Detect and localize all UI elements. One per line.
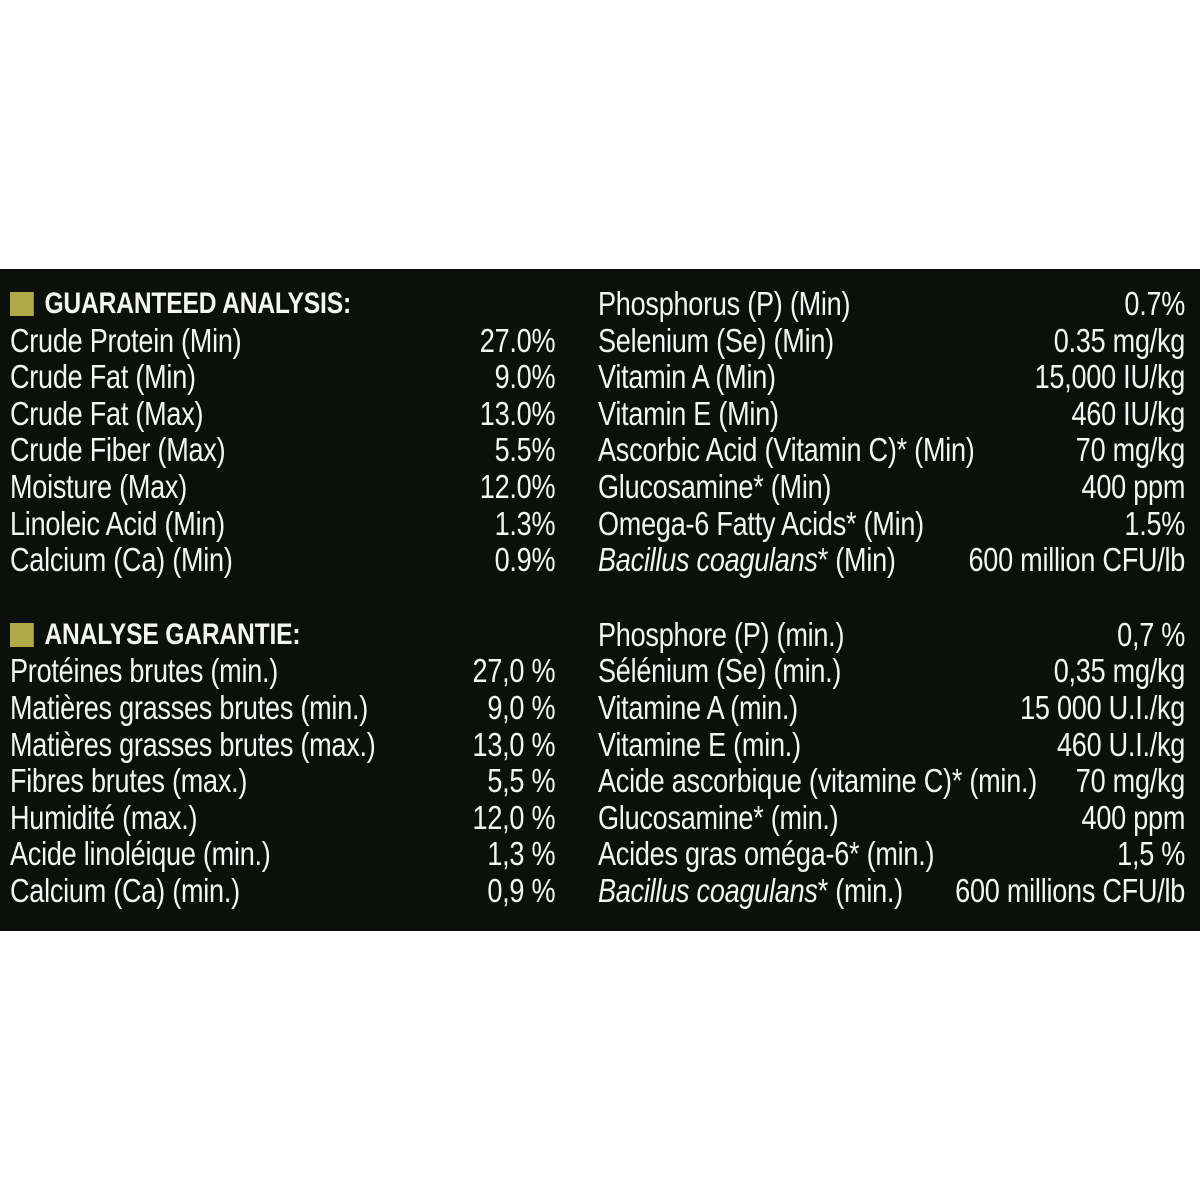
nutrient-value: 12,0 % xyxy=(472,798,556,836)
nutrient-value: 1,3 % xyxy=(487,835,556,873)
nutrient-value: 5.5% xyxy=(494,431,556,469)
nutrient-value: 13.0% xyxy=(479,394,556,432)
row-phosphore-min: Phosphore (P) (min.) 0,7 % xyxy=(598,615,1186,653)
nutrient-value: 600 million CFU/lb xyxy=(968,541,1186,579)
row-linoleic-acid-min: Linoleic Acid (Min) 1.3% xyxy=(10,504,556,542)
bullet-square-icon xyxy=(10,623,34,647)
bacillus-italic-label: Bacillus coagulans xyxy=(598,541,818,579)
row-crude-fiber-max: Crude Fiber (Max) 5.5% xyxy=(10,431,556,469)
nutrient-value: 27.0% xyxy=(479,321,556,359)
guaranteed-analysis-panel xyxy=(0,269,1200,931)
nutrient-value: 27,0 % xyxy=(472,652,556,690)
row-proteines-brutes-min: Protéines brutes (min.) 27,0 % xyxy=(10,652,556,690)
row-moisture-max: Moisture (Max) 12.0% xyxy=(10,467,556,505)
row-crude-fat-min: Crude Fat (Min) 9.0% xyxy=(10,358,556,396)
row-vitamine-e-min: Vitamine E (min.) 460 U.I./kg xyxy=(598,725,1186,763)
row-matieres-grasses-min: Matières grasses brutes (min.) 9,0 % xyxy=(10,688,556,726)
nutrient-value: 70 mg/kg xyxy=(1075,762,1186,800)
section-analyse-garantie xyxy=(10,617,1200,910)
nutrient-value: 9.0% xyxy=(494,358,556,396)
bacillus-italic-label: Bacillus coagulans xyxy=(598,871,818,909)
nutrient-value: 460 IU/kg xyxy=(1071,394,1186,432)
fr-left-column xyxy=(10,617,555,910)
nutrient-value: 1.5% xyxy=(1124,504,1186,542)
nutrient-value: 13,0 % xyxy=(472,725,556,763)
row-matieres-grasses-max: Matières grasses brutes (max.) 13,0 % xyxy=(10,725,556,763)
nutrient-value: 0.9% xyxy=(494,541,556,579)
nutrient-value: 400 ppm xyxy=(1081,798,1186,836)
fr-right-column xyxy=(598,617,1185,910)
row-acides-gras-omega6-min: Acides gras oméga-6* (min.) 1,5 % xyxy=(598,835,1186,873)
fr-section-title: ANALYSE GARANTIE: xyxy=(44,617,301,651)
row-humidite-max: Humidité (max.) 12,0 % xyxy=(10,798,556,836)
en-section-header xyxy=(10,286,555,323)
en-right-column xyxy=(598,286,1185,579)
row-glucosamine-fr-min: Glucosamine* (min.) 400 ppm xyxy=(598,798,1186,836)
section-guaranteed-analysis xyxy=(10,286,1200,579)
row-selenium-min: Selenium (Se) (Min) 0.35 mg/kg xyxy=(598,321,1186,359)
row-vitamine-a-min: Vitamine A (min.) 15 000 U.I./kg xyxy=(598,688,1186,726)
row-bacillus-coagulans-min: Bacillus coagulans* (Min) 600 million CFU/lb xyxy=(598,541,1186,579)
nutrient-value: 0.35 mg/kg xyxy=(1053,321,1186,359)
nutrient-value: 1,5 % xyxy=(1117,835,1186,873)
bullet-square-icon xyxy=(10,292,34,316)
row-bacillus-coagulans-fr-min: Bacillus coagulans* (min.) 600 millions CFU/lb xyxy=(598,871,1186,909)
fr-section-header xyxy=(10,617,555,654)
row-crude-protein-min: Crude Protein (Min) 27.0% xyxy=(10,321,556,359)
row-vitamin-a-min: Vitamin A (Min) 15,000 IU/kg xyxy=(598,358,1186,396)
row-calcium-fr-min: Calcium (Ca) (min.) 0,9 % xyxy=(10,871,556,909)
row-glucosamine-min: Glucosamine* (Min) 400 ppm xyxy=(598,467,1186,505)
nutrient-value: 600 millions CFU/lb xyxy=(955,871,1186,909)
nutrient-value: 12.0% xyxy=(479,467,556,505)
row-phosphorus-min: Phosphorus (P) (Min) 0.7% xyxy=(598,285,1186,322)
nutrient-value: 15 000 U.I./kg xyxy=(1020,688,1186,726)
row-fibres-brutes-max: Fibres brutes (max.) 5,5 % xyxy=(10,762,556,800)
row-selenium-fr-min: Sélénium (Se) (min.) 0,35 mg/kg xyxy=(598,652,1186,690)
nutrient-value: 460 U.I./kg xyxy=(1056,725,1186,763)
row-acide-ascorbique-min: Acide ascorbique (vitamine C)* (min.) 70 mg/kg xyxy=(598,762,1186,800)
nutrient-value: 9,0 % xyxy=(487,688,556,726)
nutrient-value: 5,5 % xyxy=(487,762,556,800)
nutrient-value: 0,7 % xyxy=(1117,615,1186,653)
nutrient-value: 0.7% xyxy=(1124,285,1186,322)
nutrient-value: 70 mg/kg xyxy=(1075,431,1186,469)
nutrient-value: 15,000 IU/kg xyxy=(1034,358,1186,396)
nutrient-value: 0,9 % xyxy=(487,871,556,909)
row-calcium-min: Calcium (Ca) (Min) 0.9% xyxy=(10,541,556,579)
en-section-title: GUARANTEED ANALYSIS: xyxy=(44,287,351,320)
en-left-column xyxy=(10,286,555,579)
row-acide-linoleique-min: Acide linoléique (min.) 1,3 % xyxy=(10,835,556,873)
row-crude-fat-max: Crude Fat (Max) 13.0% xyxy=(10,394,556,432)
row-omega6-min: Omega-6 Fatty Acids* (Min) 1.5% xyxy=(598,504,1186,542)
row-vitamin-e-min: Vitamin E (Min) 460 IU/kg xyxy=(598,394,1186,432)
nutrient-value: 0,35 mg/kg xyxy=(1053,652,1186,690)
nutrient-value: 1.3% xyxy=(494,504,556,542)
nutrient-value: 400 ppm xyxy=(1081,467,1186,505)
row-ascorbic-acid-min: Ascorbic Acid (Vitamin C)* (Min) 70 mg/kg xyxy=(598,431,1186,469)
